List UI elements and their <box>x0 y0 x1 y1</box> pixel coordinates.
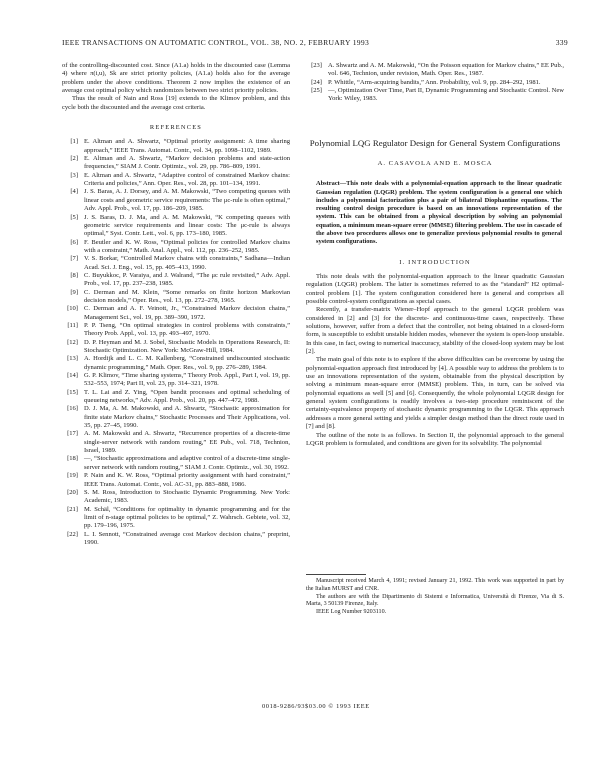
intro-paragraph: The outline of the note is as follows. In Section II, the polynomial approach to the general LQGR problem is formulated, and conditions are given for its solvability. The polynomial <box>306 431 564 447</box>
reference-number: [8] <box>70 271 78 279</box>
reference-item <box>62 289 290 306</box>
reference-text: D. P. Heyman and M. J. Sobel, Stochastic Models in Operations Research, II: Stochastic Optimization. New York: McGraw-Hill, 1984. <box>84 338 290 354</box>
page-number: 339 <box>555 38 568 47</box>
intro-paragraph: The main goal of this note is to explore if the above difficulties can be overcome by using the polynomial-equation approach first introduced by [4]. A possible way to address the problem is to use an innovations representation of the system, obtainable from the physical description by solving a minimum mean-square error (MMSE) problem. This, in turn, can be solved via polynomial equations as well [5] and [6]. Consequently, the whole polynomial LQGR design for general system configurations is readily involves a two-step procedure reminiscent of the certainty-equivalence property of stochastic dynamic programming to the LQGR. This approach addresses a more general setting and yields a simpler design method than the direct route used in [7] and [8]. <box>306 356 564 431</box>
reference-number: [23] <box>311 62 322 69</box>
footnote-text: IEEE Log Number 9203110. <box>316 609 387 616</box>
reference-text: A. Shwartz and A. M. Makowski, “On the Poisson equation for Markov chains,” EE Pub., vol. 646, Technion, under revision, Math. Oper. Res., 1987. <box>328 62 564 78</box>
reference-number: [15] <box>67 388 78 396</box>
reference-item <box>62 239 290 256</box>
reference-number: [6] <box>70 238 78 246</box>
reference-text: F. Beutler and K. W. Ross, “Optimal policies for controlled Markov chains with a constraint,” Math. Anal. Appl., vol. 112, pp. 236–252, 1985. <box>84 238 290 254</box>
reference-number: [16] <box>67 405 78 413</box>
reference-number: [4] <box>70 188 78 196</box>
intro-paragraph: This note deals with the polynomial-equation approach to the linear quadratic Gaussian regulation (LQGR) problem. The latter is sometimes referred to as the “standard” H2 optimal-control problem [1]. The system configuration considered here is general and comprises all possible control-system configurations as special cases. <box>306 272 564 306</box>
reference-text: D. J. Ma, A. M. Makowski, and A. Shwartz, “Stochastic approximation for finite state Markov chains,” Stochastic Processes and Their Applications, vol. 35, pp. 27–45, 1990. <box>84 405 290 430</box>
reference-text: S. M. Ross, Introduction to Stochastic Dynamic Programming. New York: Academic, 1983. <box>84 488 290 505</box>
reference-number: [25] <box>311 87 322 95</box>
reference-number: [1] <box>70 138 78 146</box>
reference-item <box>62 339 290 356</box>
reference-text: J. S. Baras, A. J. Dorsey, and A. M. Makowski, “Two competing queues with linear costs and geometric service requirements: The μc-rule is often optimal,” Adv. Appl. Prob., vol. 17, pp. 186–209, 1985. <box>84 188 290 213</box>
reference-item <box>62 531 290 548</box>
reference-list <box>62 138 290 547</box>
intro-paragraph: Recently, a transfer-matrix Wiener–Hopf approach to the general LQGR problem was considered in [2] and [3] for the discrete- and continuous-time cases, respectively. These solutions, however, suffer from a defect that the controller, not being obtained in a closed-form form, is susceptible to exhibit unstable hidden modes, whenever the system is open-loop unstable. In this case, in fact, owing to numerical inaccuracy, stability of the closed-loop system may be lost [2]. <box>306 306 564 356</box>
reference-number: [13] <box>67 355 78 363</box>
section-heading: I. INTRODUCTION <box>399 258 471 266</box>
reference-item <box>62 489 290 506</box>
reference-item <box>62 272 290 289</box>
reference-item <box>62 214 290 239</box>
reference-text: C. Buyukkoc, P. Varaiya, and J. Walrand, “The μc rule revisited,” Adv. Appl. Prob., vol. 17, pp. 237–238, 1985. <box>84 271 290 288</box>
reference-number: [18] <box>67 455 78 463</box>
reference-text: A. Hordijk and L. C. M. Kallenberg, “Constrained undiscounted stochastic dynamic programming,” Math. Oper. Res., vol. 9, pp. 276–289, 1984. <box>84 355 290 371</box>
article-abstract: Abstract—This note deals with a polynomial-equation approach to the linear quadratic Gaussian regulation (LQGR) problem. The system configuration is a general one which includes a polynomial factorization plus a pair of bilateral Diophantine equations. The resulting control design procedure is based on an innovations representation of the system. This can be obtained from a physical description by solving an polynomial equation, a minimum mean-square error (MMSE) filtering problem. The use in cascade of the above two procedures allows one to generalize previous polynomial results to general system configurations. <box>316 180 562 246</box>
reference-item <box>62 372 290 389</box>
reference-item <box>62 405 290 430</box>
references-heading: REFERENCES <box>149 124 203 132</box>
article-title: Polynomial LQG Regulator Design for General System Configurations <box>309 137 561 148</box>
reference-number: [5] <box>70 213 78 221</box>
reference-item <box>306 79 564 87</box>
reference-text: E. Altman and A. Shwartz, “Adaptive control of constrained Markov chains: Criteria and policies,” Ann. Oper. Res., vol. 28, pp. 101–134, 1991. <box>84 171 290 188</box>
right-column <box>306 62 564 448</box>
reference-item <box>62 255 290 272</box>
reference-item <box>62 506 290 531</box>
reference-text: P. P. Tseng, “On optimal strategies in control problems with constraints,” Theory Prob. Appl., vol. 13, pp. 493–497, 1970. <box>84 321 290 338</box>
reference-item <box>62 389 290 406</box>
reference-number: [21] <box>67 505 78 513</box>
reference-item <box>62 430 290 455</box>
reference-text: —, “Stochastic approximations and adaptive control of a discrete-time single-server network with random routing,” SIAM J. Contr. Optimiz., vol. 30, 1992. <box>84 455 290 471</box>
reference-item <box>306 62 564 79</box>
reference-number: [12] <box>67 338 78 346</box>
reference-item <box>62 305 290 322</box>
reference-number: [2] <box>70 155 78 163</box>
reference-text: T. L. Lai and Z. Ying, “Open bandit processes and optimal scheduling of queueing networks,” Adv. Appl. Prob., vol. 20, pp. 447–472, 1988. <box>84 388 290 405</box>
reference-text: E. Altman and A. Shwartz, “Markov decision problems and state-action frequencies,” SIAM J. Contr. Optimiz., vol. 29, pp. 786–809, 1991. <box>84 155 290 171</box>
reference-number: [20] <box>67 488 78 496</box>
reference-item <box>306 87 564 104</box>
reference-text: C. Derman and A. F. Veinott, Jr., “Constrained Markov decision chains,” Management Sci., vol. 19, pp. 389–390, 1972. <box>84 305 290 321</box>
reference-number: [9] <box>70 288 78 296</box>
reference-item <box>62 322 290 339</box>
journal-header: IEEE TRANSACTIONS ON AUTOMATIC CONTROL, VOL. 38, NO. 2, FEBRUARY 1993 <box>62 38 370 47</box>
reference-text: J. S. Baras, D. J. Ma, and A. M. Makowski, “K competing queues with geometric service requirements and linear costs: The μc-rule is always optimal,” Syst. Contr. Lett., vol. 6, pp. 173–180, 1985. <box>84 213 290 238</box>
reference-item <box>62 188 290 213</box>
reference-number: [22] <box>67 530 78 538</box>
reference-text: A. M. Makowski and A. Shwartz, “Recurrence properties of a discrete-time single-server network with random routing,” EE Pub., vol. 718, Technion, Israel, 1989. <box>84 430 290 455</box>
reference-number: [10] <box>67 305 78 313</box>
reference-number: [3] <box>70 171 78 179</box>
reference-text: G. P. Klimov, “Time sharing systems,” Theory Prob. Appl., Part I, vol. 19, pp. 532–553, 1974; Part II, vol. 23, pp. 314–321, 1978. <box>84 372 290 388</box>
reference-number: [24] <box>311 78 322 86</box>
left-column <box>62 62 290 547</box>
body-paragraph: of the controlling-discounted cost. Since (A1.a) holds in the discounted case (Lemma 4) where π(i,u), Sk are strict priority policies, (A1.a) holds also for the average problem under the above conditions. Theorem 2 now implies the existence of an average cost optimal policy which randomizes between two strict priority policies. <box>62 62 290 95</box>
reference-item <box>62 472 290 489</box>
reference-number: [17] <box>67 430 78 438</box>
reference-list-continued <box>306 62 564 104</box>
running-header <box>62 38 568 52</box>
copyright-footer: 0018-9286/93$03.00 © 1993 IEEE <box>262 703 370 710</box>
article-authors: A. CASAVOLA AND E. MOSCA <box>377 159 493 167</box>
reference-text: P. Nain and K. W. Ross, “Optimal priority assignment with hard constraint,” IEEE Trans. Automat. Contr., vol. AC-31, pp. 883–888, 1986. <box>84 472 290 488</box>
reference-text: P. Whittle, “Arm-acquiring bandits,” Ann. Probability, vol. 9, pp. 284–292, 1981. <box>328 78 541 86</box>
reference-text: V. S. Borkar, “Controlled Markov chains with constraints,” Sadhana—Indian Acad. Sci. J. Eng., vol. 15, pp. 405–413, 1990. <box>84 255 290 271</box>
reference-number: [19] <box>67 472 78 480</box>
reference-item <box>62 138 290 155</box>
reference-text: L. I. Sennott, “Constrained average cost Markov decision chains,” preprint, 1990. <box>84 530 290 546</box>
footnote-rule <box>306 574 366 575</box>
body-paragraph: Thus the result of Nain and Ross [19] extends to the Klimov problem, and this cycle both the discounted and the average cost criteria. <box>62 95 290 111</box>
reference-text: M. Schäl, “Conditions for optimality in dynamic programming and for the limit of n-stage optimal policies to be optimal,” Z. Wahrsch. Gebiete, vol. 32, pp. 179–196, 1975. <box>84 505 290 530</box>
reference-number: [14] <box>67 372 78 380</box>
reference-text: —, Optimization Over Time, Part II, Dynamic Programming and Stochastic Control. New York: Wiley, 1983. <box>328 87 564 103</box>
reference-item <box>62 155 290 172</box>
footnote-text: Manuscript received March 4, 1991; revised January 21, 1992. This work was supported in part by the Italian MURST and CNR. <box>306 578 564 592</box>
first-page-footnote <box>306 574 564 617</box>
reference-item <box>62 172 290 189</box>
reference-text: C. Derman and M. Klein, “Some remarks on finite horizon Markovian decision models,” Oper. Res., vol. 13, pp. 272–278, 1965. <box>84 288 290 304</box>
footnote-text: The authors are with the Dipartimento di Sistemi e Informatica, Università di Firenze, Via di S. Marta, 3 50139 Firenze, Italy. <box>306 593 564 608</box>
reference-text: E. Altman and A. Shwartz, “Optimal priority assignment: A time sharing approach,” IEEE Trans. Automat. Contr., vol. 34, pp. 1098–1102, 1989. <box>84 138 290 154</box>
reference-item <box>62 355 290 372</box>
reference-number: [11] <box>67 321 78 329</box>
reference-number: [7] <box>70 255 78 263</box>
reference-item <box>62 455 290 472</box>
